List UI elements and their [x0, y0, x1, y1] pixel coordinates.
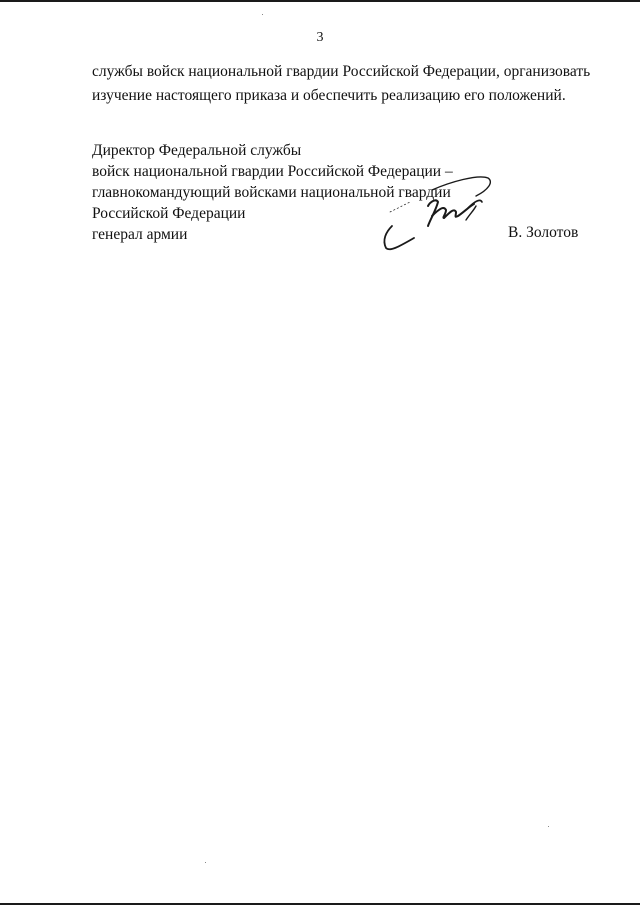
- body-line: изучение настоящего приказа и обеспечить реализацию его положений.: [92, 87, 566, 104]
- scan-edge-top: [0, 0, 640, 2]
- signatory-title-line: главнокомандующий войсками национальной гвардии: [92, 184, 451, 201]
- signer-name: В. Золотов: [508, 224, 579, 241]
- signatory-title-line: Российской Федерации: [92, 205, 246, 222]
- body-line: службы войск национальной гвардии Российской Федерации, организовать: [92, 63, 591, 80]
- signature-block: [92, 140, 572, 245]
- signatory-rank-line: генерал армии: [92, 226, 188, 243]
- scan-speck: [262, 14, 263, 15]
- signatory-title-line: войск национальной гвардии Российской Федерации –: [92, 163, 453, 180]
- scan-speck: [548, 826, 549, 827]
- body-paragraph: [92, 60, 592, 108]
- scan-speck: [205, 862, 206, 863]
- signatory-title-line: Директор Федеральной службы: [92, 142, 302, 159]
- handwritten-signature: [370, 168, 500, 260]
- page-number: 3: [316, 30, 324, 45]
